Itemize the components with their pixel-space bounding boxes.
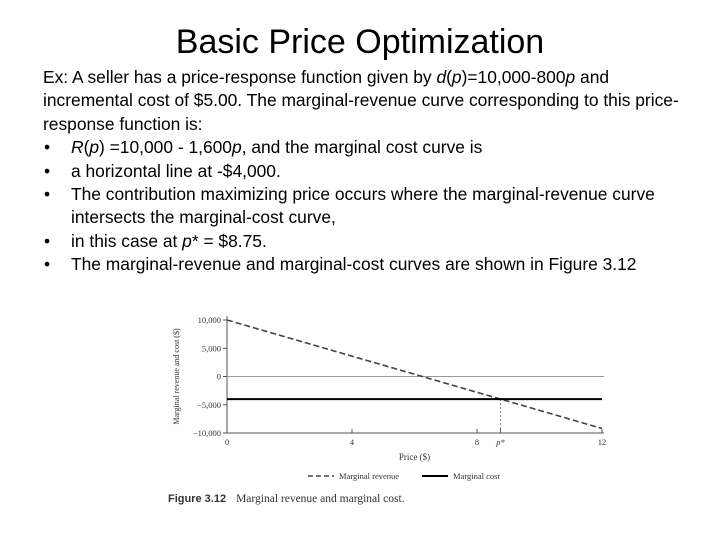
text-run: )=10,000-800 bbox=[461, 67, 566, 87]
bullet-icon: • bbox=[44, 137, 51, 158]
slide-body bbox=[43, 66, 703, 277]
bullet-icon: • bbox=[44, 230, 51, 251]
intro-paragraph bbox=[43, 66, 703, 136]
slide-title: Basic Price Optimization bbox=[175, 23, 545, 61]
bullet-item bbox=[43, 136, 703, 159]
bullet-list bbox=[43, 136, 703, 276]
text-run: , and the marginal cost curve is bbox=[241, 137, 483, 158]
x-axis-title: Price ($) bbox=[398, 452, 431, 462]
bullet-icon: • bbox=[44, 160, 51, 181]
legend-label: Marginal cost bbox=[453, 471, 500, 481]
bullet-item bbox=[43, 160, 703, 183]
text-run: a horizontal line at -$4,000. bbox=[71, 160, 281, 181]
italic-text: p bbox=[231, 137, 242, 158]
text-run: Ex: A seller has a price-response function given by bbox=[43, 67, 437, 87]
italic-text: p bbox=[182, 230, 192, 251]
bullet-item bbox=[43, 253, 703, 276]
figure-caption bbox=[168, 493, 588, 505]
y-axis-title: Marginal revenue and cost ($) bbox=[172, 328, 181, 425]
bullet-icon: • bbox=[44, 254, 51, 275]
text-run: ( bbox=[446, 67, 452, 87]
italic-text: p bbox=[89, 137, 100, 158]
text-run: * = $8.75. bbox=[191, 230, 267, 251]
legend-label: Marginal revenue bbox=[339, 471, 400, 481]
italic-text: p bbox=[451, 67, 462, 87]
figure-number: Figure 3.12 bbox=[168, 493, 227, 505]
y-tick-label: 10,000 bbox=[197, 315, 221, 325]
text-run: in this case at bbox=[71, 230, 183, 251]
y-tick-label: 5,000 bbox=[201, 343, 221, 354]
y-tick-label: −10,000 bbox=[192, 428, 221, 438]
italic-text: d bbox=[436, 67, 447, 87]
text-run: ( bbox=[83, 137, 90, 158]
y-tick-label: 0 bbox=[216, 371, 221, 382]
chart-svg bbox=[160, 304, 620, 516]
x-tick-label: 4 bbox=[349, 437, 355, 447]
italic-text: R bbox=[71, 137, 84, 158]
text-run: ) =10,000 - 1,600 bbox=[99, 137, 232, 158]
text-run: The marginal-revenue and marginal-cost curves are shown in Figure 3.12 bbox=[71, 254, 637, 275]
x-tick-label: p* bbox=[496, 437, 505, 447]
x-tick-label: 0 bbox=[224, 437, 230, 447]
bullet-item bbox=[43, 230, 703, 253]
x-tick-label: 8 bbox=[474, 437, 480, 447]
bullet-icon: • bbox=[44, 184, 51, 205]
text-run: and incremental cost of $5.00. The marginal-revenue curve corresponding to this price-response function is: bbox=[43, 67, 679, 134]
text-run: The contribution maximizing price occurs where the marginal-revenue curve intersects the marginal-cost curve, bbox=[71, 184, 655, 228]
figure-caption-text: Marginal revenue and marginal cost. bbox=[236, 493, 405, 505]
y-tick-label: −5,000 bbox=[197, 399, 221, 410]
italic-text: p bbox=[565, 67, 576, 87]
x-tick-label: 12 bbox=[597, 437, 607, 447]
marginal-revenue-line bbox=[227, 320, 602, 428]
bullet-item bbox=[43, 183, 703, 230]
marginal-revenue-cost-chart bbox=[160, 304, 620, 516]
